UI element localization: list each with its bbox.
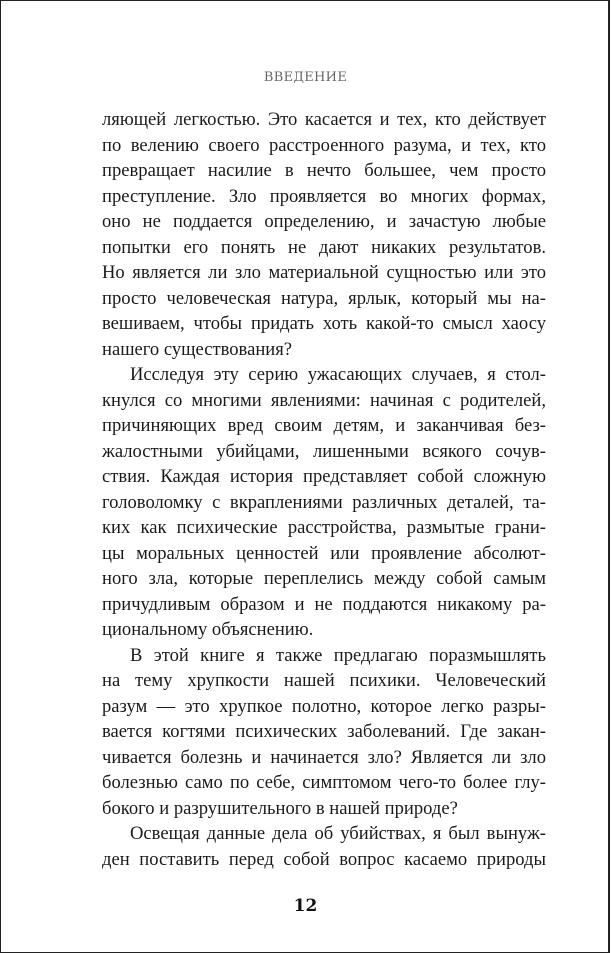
text-line: бокого и разрушительного в нашей природе? [102, 797, 458, 819]
text-line: кнулся со многими явлениями: начиная с родителей, [102, 389, 546, 411]
text-line: попытки его понять не дают никаких результатов. [102, 236, 546, 258]
text-line: оно не поддается определению, и зачастую любые [102, 211, 546, 232]
text-line: Исследуя эту серию ужасающих случаев, я стол- [130, 364, 546, 385]
text-line: вается когтями психических заболеваний. Где закан- [102, 721, 546, 742]
text-line: головоломку с вкраплениями различных деталей, та- [102, 491, 546, 513]
text-line: ляющей легкостью. Это касается и тех, кто действует [102, 109, 546, 130]
text-line: ного зла, которые переплелись между собой самым [102, 568, 546, 589]
text-line: ких как психические расстройства, размытые грани- [102, 517, 546, 538]
text-line: нашего существования? [102, 338, 293, 360]
text-line: преступление. Зло проявляется во многих формах, [102, 185, 546, 207]
text-line: причиняющих вред своим детям, и заканчивая без- [102, 415, 546, 436]
text-line: жалостными убийцами, лишенными всякого сочув- [102, 440, 546, 462]
text-line: болезнью само по себе, симптомом чего-то более глу- [102, 772, 546, 793]
running-header: ВВЕДЕНИЕ [263, 70, 348, 85]
text-line: причудливым образом и не поддаются никакому ра- [102, 593, 546, 615]
text-line: на тему хрупкости нашей психики. Человеческий [102, 670, 546, 691]
text-line: цы моральных ценностей или проявление абсолют- [102, 542, 546, 564]
text-line: по велению своего расстроенного разума, и тех, кто [102, 134, 546, 156]
page-body-text [102, 107, 546, 872]
text-line: превращает насилие в нечто большее, чем просто [102, 160, 546, 181]
paragraph [102, 107, 546, 362]
text-line: В этой книге я также предлагаю поразмышлять [130, 644, 546, 666]
text-line: просто человеческая натура, ярлык, который мы на- [102, 287, 546, 309]
text-line: Но является ли зло материальной сущностью или это [102, 262, 546, 283]
text-line: чивается болезнь и начинается зло? Является ли зло [102, 746, 546, 768]
text-line: циональному объяснению. [102, 619, 314, 640]
text-line: разум — это хрупкое полотно, которое легко разры- [102, 695, 546, 717]
paragraph [102, 821, 546, 872]
page-number: 12 [293, 896, 318, 916]
paragraph [102, 643, 546, 822]
paragraph [102, 362, 546, 643]
text-line: ствия. Каждая история представляет собой сложную [102, 466, 546, 487]
text-line: Освещая данные дела об убийствах, я был вынуж- [130, 823, 546, 844]
text-line: ден поставить перед собой вопрос касаемо природы [102, 848, 546, 870]
text-line: вешиваем, чтобы придать хоть какой-то смысл хаосу [102, 313, 546, 334]
